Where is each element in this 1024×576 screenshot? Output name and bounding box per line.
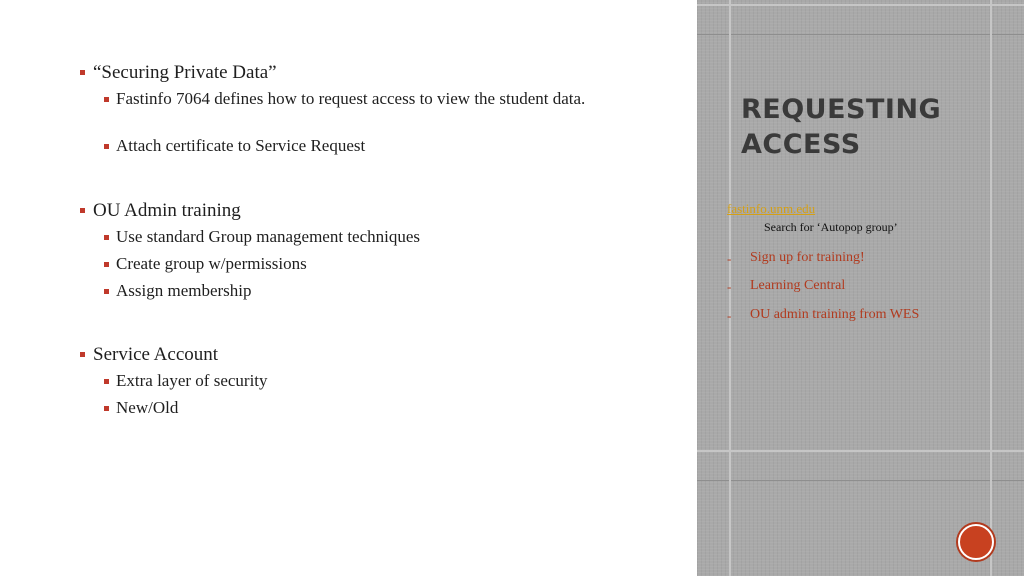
- texture-line: [697, 450, 1024, 452]
- texture-line: [697, 480, 1024, 481]
- sub-bullet-marker: [104, 235, 109, 240]
- bullet-marker: [80, 352, 85, 357]
- slide-title: REQUESTING ACCESS: [741, 94, 942, 160]
- sub-bullet-fastinfo-7064: Fastinfo 7064 defines how to request access to view the student data.: [116, 89, 586, 108]
- texture-line: [990, 0, 992, 576]
- sub-bullet-marker: [104, 289, 109, 294]
- sub-bullet-assign-membership: Assign membership: [116, 281, 252, 300]
- sidebar-item-ou-admin-wes: OU admin training from WES: [750, 307, 920, 322]
- dash-marker: -: [727, 251, 732, 266]
- bullet-marker: [80, 208, 85, 213]
- sub-bullet-extra-layer: Extra layer of security: [116, 371, 268, 390]
- sidebar-item-sign-up: Sign up for training!: [750, 250, 865, 265]
- sidebar-item-learning-central: Learning Central: [750, 278, 846, 293]
- sub-bullet-new-old: New/Old: [116, 398, 179, 417]
- bullet-ou-admin-training: OU Admin training: [93, 200, 241, 221]
- dash-marker: -: [727, 308, 732, 323]
- search-note: Search for ‘Autopop group’: [764, 220, 898, 234]
- texture-line: [697, 4, 1024, 6]
- texture-line: [697, 34, 1024, 35]
- bullet-securing-private-data: “Securing Private Data”: [93, 62, 277, 83]
- title-sidebar: [697, 0, 1024, 576]
- sub-bullet-marker: [104, 406, 109, 411]
- fastinfo-link[interactable]: fastinfo.unm.edu: [727, 201, 816, 216]
- page-number-circle: [958, 524, 994, 560]
- sub-bullet-marker: [104, 262, 109, 267]
- sub-bullet-marker: [104, 144, 109, 149]
- sub-bullet-create-group: Create group w/permissions: [116, 254, 307, 273]
- bullet-service-account: Service Account: [93, 344, 219, 365]
- bullet-marker: [80, 70, 85, 75]
- dash-marker: -: [727, 279, 732, 294]
- sub-bullet-attach-certificate: Attach certificate to Service Request: [116, 136, 366, 155]
- sub-bullet-marker: [104, 97, 109, 102]
- sub-bullet-marker: [104, 379, 109, 384]
- sub-bullet-group-management: Use standard Group management techniques: [116, 227, 421, 246]
